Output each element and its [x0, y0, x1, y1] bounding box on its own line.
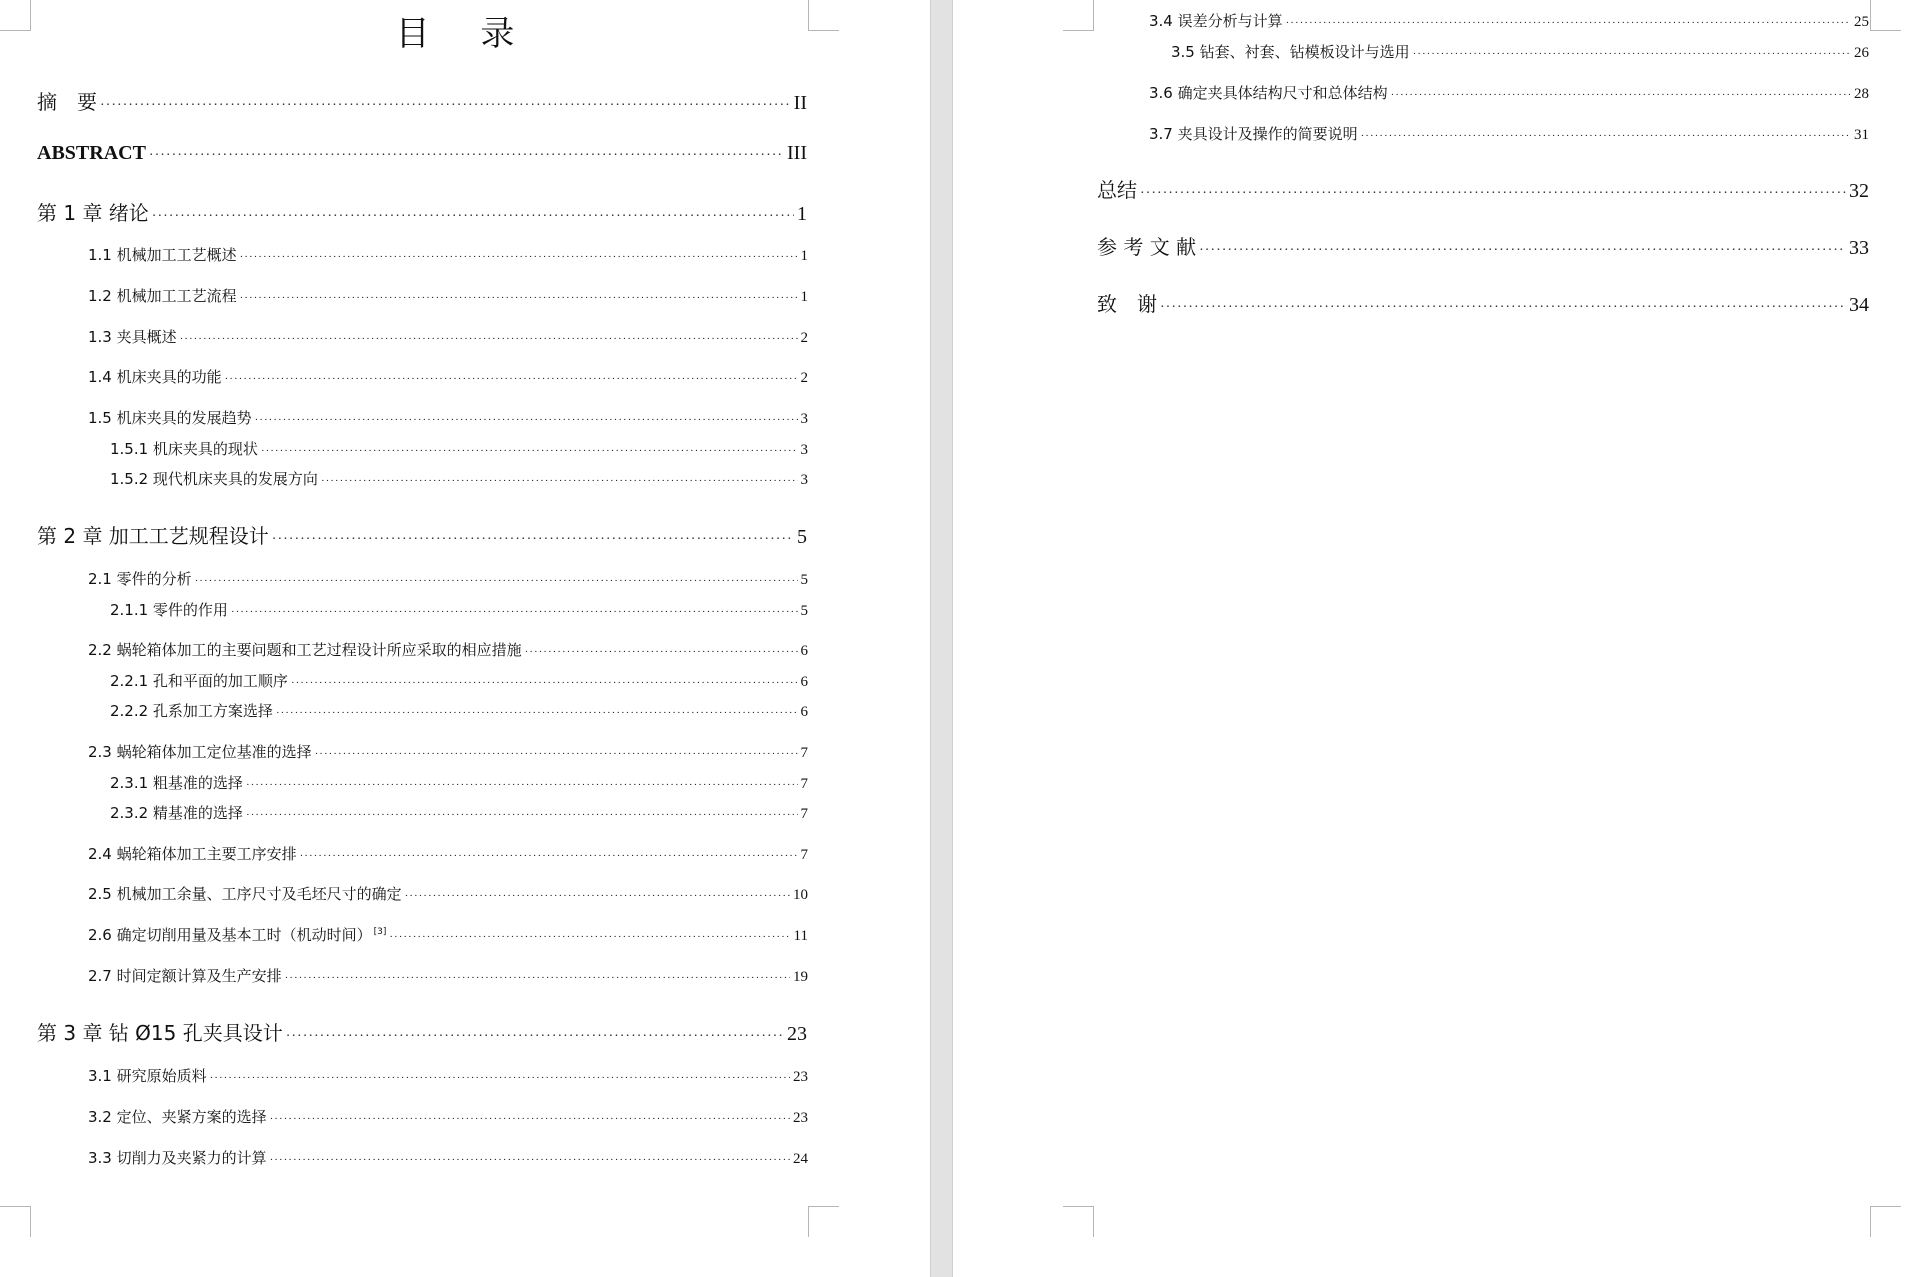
toc-entry-page: 7 — [800, 806, 808, 822]
toc-entry[interactable] — [88, 244, 808, 265]
toc-entry[interactable] — [37, 1017, 807, 1046]
toc-entry[interactable] — [110, 468, 808, 489]
toc-entry-label: 2.1.1 零件的作用 — [110, 601, 228, 619]
toc-entry-label: 2.3.1 粗基准的选择 — [110, 774, 243, 792]
toc-entry[interactable] — [1149, 123, 1869, 144]
toc-leader — [1391, 89, 1851, 101]
toc-leader — [525, 646, 798, 658]
toc-leader — [270, 1113, 790, 1125]
toc-entry-page: 2 — [800, 330, 808, 346]
toc-entry-label: 2.1 零件的分析 — [88, 570, 192, 588]
toc-leader — [180, 333, 798, 345]
toc-leader — [261, 445, 798, 457]
toc-entry-page: 33 — [1849, 237, 1869, 259]
toc-entry-label: 参 考 文 献 — [1097, 235, 1197, 259]
toc-entry-label: 3.4 误差分析与计算 — [1149, 12, 1283, 30]
toc-entry[interactable] — [88, 741, 808, 762]
toc-entry-page: 6 — [800, 674, 808, 690]
toc-entry-label: 1.5 机床夹具的发展趋势 — [88, 409, 252, 427]
toc-entry-page: 32 — [1849, 180, 1869, 202]
toc-entry[interactable] — [37, 197, 807, 226]
toc-entry[interactable] — [37, 520, 807, 549]
toc-entry[interactable] — [88, 1065, 808, 1086]
toc-entry-label: 2.5 机械加工余量、工序尺寸及毛坯尺寸的确定 — [88, 885, 402, 903]
toc-entry-label: 1.4 机床夹具的功能 — [88, 368, 222, 386]
toc-entry-label: ABSTRACT — [37, 142, 146, 164]
toc-entry[interactable] — [110, 772, 808, 793]
toc-entry-label: 3.5 钻套、衬套、钻模板设计与选用 — [1171, 43, 1410, 61]
toc-entry-page: 5 — [800, 603, 808, 619]
toc-entry-label: 2.4 蜗轮箱体加工主要工序安排 — [88, 845, 297, 863]
toc-entry[interactable] — [88, 366, 808, 387]
page-corner-mark — [1063, 0, 1094, 31]
toc-entry-page: 3 — [800, 442, 808, 458]
toc-entry-page: 11 — [793, 928, 808, 944]
toc-entry-page: 31 — [1854, 127, 1869, 143]
toc-entry-page: 1 — [797, 203, 807, 225]
toc-entry-page: 1 — [800, 289, 808, 305]
toc-entry[interactable] — [110, 802, 808, 823]
toc-entry-label: 3.1 研究原始质料 — [88, 1067, 207, 1085]
page-corner-mark — [0, 1206, 31, 1237]
toc-entry-label: 2.3.2 精基准的选择 — [110, 804, 243, 822]
toc-leader — [286, 1029, 784, 1045]
toc-leader — [255, 414, 798, 426]
toc-entry[interactable] — [88, 285, 808, 306]
page-gap — [930, 0, 953, 1277]
page-corner-mark — [1870, 0, 1901, 31]
toc-entry[interactable] — [88, 639, 808, 660]
toc-entry[interactable] — [1097, 174, 1869, 203]
toc-entry-label: 1.1 机械加工工艺概述 — [88, 246, 237, 264]
toc-entry[interactable] — [110, 670, 808, 691]
toc-entry-page: 5 — [800, 572, 808, 588]
toc-entry-page: 7 — [800, 745, 808, 761]
toc-leader — [300, 850, 798, 862]
toc-entry[interactable] — [110, 700, 808, 721]
toc-leader — [291, 677, 798, 689]
toc-leader — [152, 209, 794, 225]
toc-entry-label: 第 3 章 钻 Ø15 孔夹具设计 — [37, 1021, 283, 1045]
page-corner-mark — [808, 1206, 839, 1237]
toc-leader — [246, 779, 798, 791]
toc-leader — [276, 707, 798, 719]
toc-entry[interactable] — [1097, 288, 1869, 317]
toc-leader — [1413, 48, 1851, 60]
toc-title: 目 录 — [395, 14, 535, 54]
toc-leader — [272, 532, 794, 548]
toc-entry[interactable] — [1097, 231, 1869, 260]
toc-entry[interactable] — [37, 142, 807, 165]
toc-leader — [1140, 186, 1846, 202]
toc-entry-label: 2.7 时间定额计算及生产安排 — [88, 967, 282, 985]
toc-leader — [270, 1154, 790, 1166]
toc-leader — [149, 148, 784, 164]
toc-entry-page: 6 — [800, 643, 808, 659]
toc-entry[interactable] — [88, 965, 808, 986]
toc-entry[interactable] — [110, 438, 808, 459]
toc-entry[interactable] — [1171, 41, 1869, 62]
toc-entry-page: 23 — [793, 1069, 808, 1085]
toc-entry[interactable] — [110, 599, 808, 620]
toc-leader — [100, 98, 791, 114]
toc-entry-page: 26 — [1854, 45, 1869, 61]
toc-entry[interactable] — [37, 86, 807, 115]
toc-entry-label: 2.2.2 孔系加工方案选择 — [110, 702, 273, 720]
toc-leader — [225, 373, 798, 385]
toc-entry-page: 23 — [787, 1023, 807, 1045]
toc-entry[interactable] — [1149, 10, 1869, 31]
toc-entry-page: 23 — [793, 1110, 808, 1126]
toc-entry-page: 2 — [800, 370, 808, 386]
toc-entry-page: 28 — [1854, 86, 1869, 102]
toc-entry-label: 1.5.1 机床夹具的现状 — [110, 440, 258, 458]
toc-leader — [285, 972, 790, 984]
toc-entry-page: 25 — [1854, 14, 1869, 30]
toc-entry-label: 摘 要 — [37, 90, 97, 114]
toc-entry-label: 2.2.1 孔和平面的加工顺序 — [110, 672, 288, 690]
toc-leader — [240, 251, 798, 263]
toc-entry-label: 第 2 章 加工工艺规程设计 — [37, 524, 269, 548]
toc-entry[interactable] — [88, 924, 808, 945]
toc-leader — [405, 890, 790, 902]
page-corner-mark — [1063, 1206, 1094, 1237]
toc-entry-page: 34 — [1849, 294, 1869, 316]
toc-leader — [231, 606, 798, 618]
toc-entry-page: 7 — [800, 776, 808, 792]
toc-entry-label: 1.2 机械加工工艺流程 — [88, 287, 237, 305]
toc-entry-label: 第 1 章 绪论 — [37, 201, 149, 225]
toc-entry-label: 2.3 蜗轮箱体加工定位基准的选择 — [88, 743, 312, 761]
toc-entry-page: II — [793, 92, 807, 114]
toc-entry-label: 致 谢 — [1097, 292, 1157, 316]
toc-leader — [1199, 243, 1846, 259]
toc-entry[interactable] — [88, 407, 808, 428]
toc-entry-label: 3.2 定位、夹紧方案的选择 — [88, 1108, 267, 1126]
toc-leader — [1361, 130, 1851, 142]
toc-entry-label: 1.3 夹具概述 — [88, 328, 177, 346]
toc-entry-label: 2.6 确定切削用量及基本工时（机动时间） — [88, 926, 372, 944]
toc-entry[interactable] — [88, 1147, 808, 1168]
page-corner-mark — [1870, 1206, 1901, 1237]
toc-entry[interactable] — [88, 568, 808, 589]
toc-entry[interactable] — [88, 883, 808, 904]
toc-leader — [195, 575, 798, 587]
toc-entry-page: 5 — [797, 526, 807, 548]
toc-leader — [1160, 300, 1846, 316]
toc-entry[interactable] — [88, 843, 808, 864]
toc-leader — [210, 1072, 790, 1084]
toc-entry[interactable] — [88, 326, 808, 347]
toc-page-left — [0, 0, 930, 1277]
toc-page-right — [953, 0, 1910, 1277]
toc-entry-page: 7 — [800, 847, 808, 863]
toc-entry-page: 19 — [793, 969, 808, 985]
toc-entry-page: 1 — [800, 248, 808, 264]
toc-entry-label: 总结 — [1097, 178, 1137, 202]
toc-entry-page: 10 — [793, 887, 808, 903]
toc-entry-page: 3 — [800, 472, 808, 488]
toc-leader — [240, 292, 798, 304]
toc-leader — [321, 475, 798, 487]
toc-entry-page: 24 — [793, 1151, 808, 1167]
toc-entry-label: 3.3 切削力及夹紧力的计算 — [88, 1149, 267, 1167]
toc-leader — [246, 809, 798, 821]
toc-entry[interactable] — [1149, 82, 1869, 103]
toc-entry-label: 1.5.2 现代机床夹具的发展方向 — [110, 470, 318, 488]
toc-entry-label: 3.6 确定夹具体结构尺寸和总体结构 — [1149, 84, 1388, 102]
toc-entry-label: 3.7 夹具设计及操作的简要说明 — [1149, 125, 1358, 143]
toc-entry-page: III — [787, 142, 807, 164]
toc-entry-page: 6 — [800, 704, 808, 720]
toc-entry-page: 3 — [800, 411, 808, 427]
toc-leader — [389, 931, 790, 943]
toc-leader — [315, 748, 798, 760]
citation-mark: [3] — [373, 927, 387, 937]
toc-entry-label: 2.2 蜗轮箱体加工的主要问题和工艺过程设计所应采取的相应措施 — [88, 641, 522, 659]
toc-leader — [1286, 17, 1851, 29]
toc-entry[interactable] — [88, 1106, 808, 1127]
